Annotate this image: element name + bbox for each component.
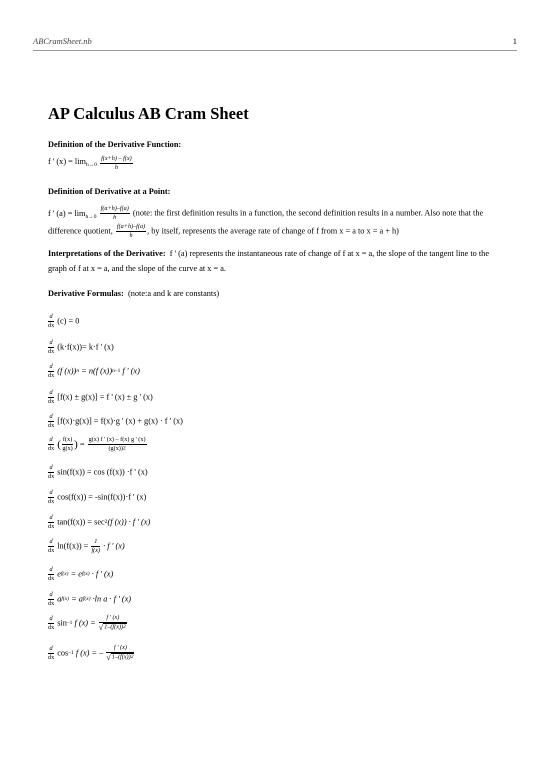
ddx-operator: $\frac{d}{dx}$ (48, 514, 55, 531)
ddx-operator: $\frac{d}{dx}$ (48, 313, 55, 330)
page-header (33, 36, 517, 50)
page-number: 1 (512, 36, 517, 46)
difference-quotient: $\frac{f(x+h) - f(x)}{h}$ (101, 155, 132, 172)
derivative-point-paragraph (48, 206, 503, 240)
formulas-label: Derivative Formulas: (48, 289, 124, 298)
derivative-point-note-end: , by itself, represents the average rate of change of f from x = a to x = a + h) (147, 226, 399, 236)
formulas-note: (note:a and k are constants) (127, 289, 220, 298)
arccosine-fraction: $\frac{f ' (x)}{√1-(f(x))2}$ (106, 644, 134, 663)
ddx-operator: $\frac{d}{dx}$ (48, 464, 55, 481)
formula-quotient-rule: $\frac{d}{dx}$ ( $\frac{f(x)}{g(x)}$ ) = $\frac{g(x) f ' (x) - f(x) g ' (x)}{(g(x))2}$ (48, 436, 146, 453)
interpretations-paragraph (48, 247, 503, 276)
ddx-operator: $\frac{d}{dx}$ (48, 436, 55, 453)
formulas-heading-line (48, 289, 219, 298)
formula-arccosine: $\frac{d}{dx}$ cos–1 f (x) = – $\frac{f ' (x)}{√1-(f(x))2}$ (48, 644, 134, 663)
ddx-operator: $\frac{d}{dx}$ (48, 413, 55, 430)
formula-arcsine: $\frac{d}{dx}$ sin–1 f (x) = $\frac{f ' (x)}{√1-(f(x))2}$ (48, 614, 126, 633)
ddx-operator: $\frac{d}{dx}$ (48, 339, 55, 356)
equation-derivative-function (48, 156, 134, 171)
formula-exponential-e: $\frac{d}{dx}$ ef(x) = ef(x) · f ' (x) (48, 566, 114, 583)
ddx-operator: $\frac{d}{dx}$ (48, 389, 55, 406)
reciprocal-fraction: $\frac{1}{f(x)}$ (91, 538, 101, 555)
ddx-operator: $\frac{d}{dx}$ (48, 591, 55, 608)
formula-constant: $\frac{d}{dx}$ (c) = 0 (48, 313, 80, 330)
ddx-operator: $\frac{d}{dx}$ (48, 489, 55, 506)
section-heading-derivative-function: Definition of the Derivative Function: (48, 140, 182, 149)
formula-power-rule: $\frac{d}{dx}$ (f (x))n = n(f (x))n–1 f ' (x) (48, 363, 140, 380)
arcsine-fraction: $\frac{f ' (x)}{√1-(f(x))2}$ (98, 614, 126, 633)
square-root-icon: √1–(f(x))2 (106, 653, 134, 663)
formula-constant-multiple: $\frac{d}{dx}$ (k·f(x))= k·f ' (x) (48, 339, 114, 356)
formula-cosine: $\frac{d}{dx}$ cos(f(x)) = -sin(f(x))·f ' (x) (48, 489, 147, 506)
page-title: AP Calculus AB Cram Sheet (48, 104, 249, 123)
derivative-point-note: (note: the first definition results in a function, the second definition results in a number. Also note that the difference quotient, (48, 208, 484, 236)
interpretations-label: Interpretations of the Derivative: (48, 249, 166, 258)
interpretations-text: f ' (a) represents the instantaneous rate of change of f at x = a, the slope of the tangent line to the graph of f at x = a, and the slope of the curve at x = a. (48, 249, 490, 273)
square-root-icon: √1–(f(x))2 (98, 623, 126, 633)
quotient-inner: $\frac{f(x)}{g(x)}$ (62, 436, 73, 453)
note-difference-quotient: $\frac{f(a+h)-f(a)}{h}$ (116, 223, 146, 240)
limit-expression: f ' $(x) = \lim_{h\to 0}$ (48, 157, 97, 169)
formula-natural-log: $\frac{d}{dx}$ ln(f(x)) = $\frac{1}{f(x)}$ · f ' (x) (48, 538, 125, 555)
formula-exponential-a: $\frac{d}{dx}$ af(x) = af(x) ·ln a · f ' (x) (48, 591, 132, 608)
difference-quotient-point: $\frac{f(a+h)-f(a)}{h}$ (100, 205, 129, 222)
ddx-operator: $\frac{d}{dx}$ (48, 614, 55, 632)
ddx-operator: $\frac{d}{dx}$ (48, 363, 55, 380)
notebook-filename: ABCramSheet.nb (33, 36, 92, 46)
ddx-operator: $\frac{d}{dx}$ (48, 566, 55, 583)
formula-tangent: $\frac{d}{dx}$ tan(f(x)) = sec2(f (x)) · f ' (x) (48, 514, 151, 531)
ddx-operator: $\frac{d}{dx}$ (48, 644, 55, 662)
limit-expression-point: f ' $(a) = \lim_{h\to 0}$ (48, 208, 97, 220)
header-rule (33, 50, 517, 51)
ddx-operator: $\frac{d}{dx}$ (48, 538, 55, 555)
quotient-result: $\frac{g(x) f ' (x) - f(x) g ' (x)}{(g(x))2}$ (88, 436, 146, 453)
formula-sine: $\frac{d}{dx}$ sin(f(x)) = cos (f(x)) ·f ' (x) (48, 464, 148, 481)
formula-product-rule: $\frac{d}{dx}$ [f(x)·g(x)] = f(x)·g ' (x) + g(x) · f ' (x) (48, 413, 183, 430)
section-heading-derivative-point: Definition of Derivative at a Point: (48, 187, 171, 196)
formula-sum-rule: $\frac{d}{dx}$ [f(x) ± g(x)] = f ' (x) ± g ' (x) (48, 389, 153, 406)
